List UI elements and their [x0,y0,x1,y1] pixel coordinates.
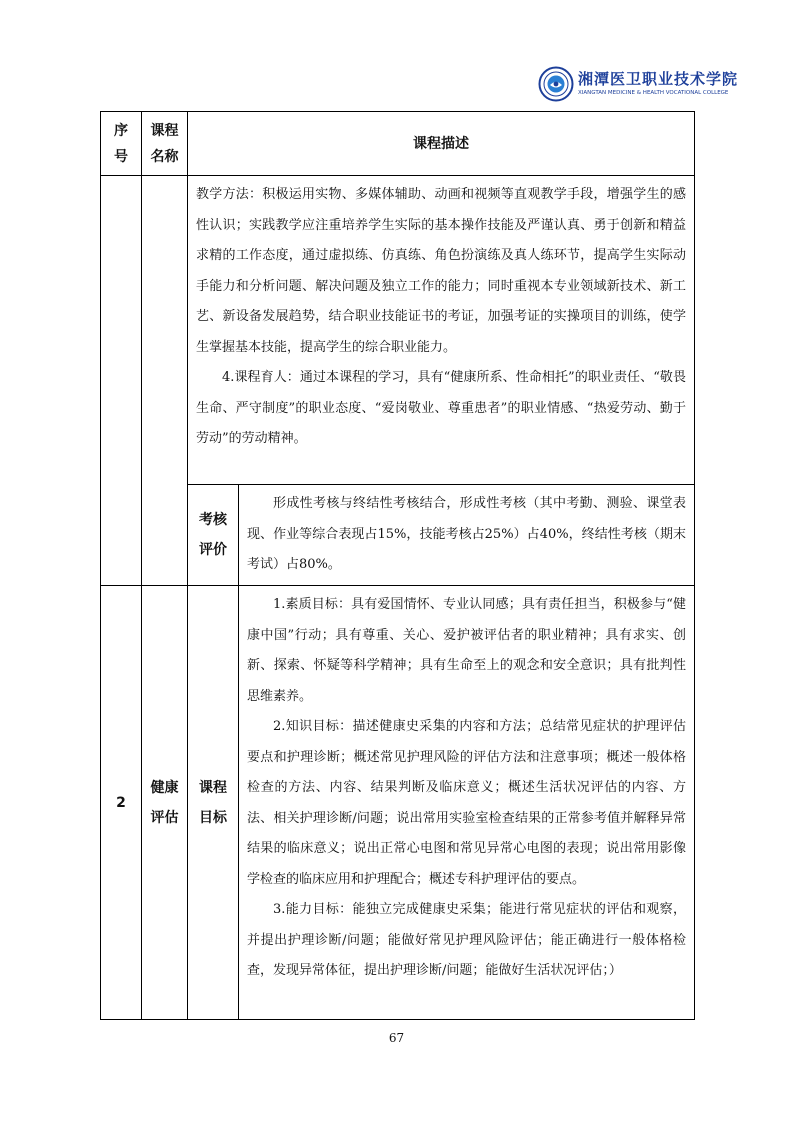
course-table [100,111,695,1020]
table-row-health-assessment [101,586,695,1020]
college-name-en: XIANGTAN MEDICINE & HEALTH VOCATIONAL COLLEGE [578,90,729,96]
course-education-text: 4.课程育人：通过本课程的学习，具有“健康所系、性命相托”的职业责任、“敬畏生命、严守制度”的职业态度、“爱岗敬业、尊重患者”的职业情感、“热爱劳动、勤于劳动”的劳动精神。 [196,370,686,446]
course-name-health-assessment: 健康 评估 [142,586,188,1020]
header-course-name: 课程 名称 [142,112,188,176]
page-number: 67 [388,1031,405,1045]
table-row-assessment [101,485,695,586]
knowledge-objective-text: 2.知识目标：描述健康史采集的内容和方法；总结常见症状的护理评估要点和护理诊断；概述常见护理风险的评估方法和注意事项；概述一般体格检查的方法、内容、结果判断及临床意义；概述生活状况评估的内容、方法、相关护理诊断/问题；说出常用实验室检查结果的正常参考值并解释异常结果的临床意义；说出正常心电图和常见异常心电图的表现；说出常用影像学检查的临床应用和护理配合；概述专科护理评估的要点。 [247,719,686,887]
course-objective-label: 课程 目标 [188,586,239,1020]
assessment-cell [239,485,695,586]
course-objective-cell [239,586,695,1020]
header-index: 序 号 [101,112,142,176]
table-header-row [101,112,695,176]
row1-name-cell [142,176,188,586]
assessment-label: 考核 评价 [188,485,239,586]
college-name-cn: 湘潭医卫职业技术学院 [578,70,739,88]
row1-index-cell [101,176,142,586]
college-logo [538,66,739,110]
teaching-method-text: 教学方法：积极运用实物、多媒体辅助、动画和视频等直观教学手段，增强学生的感性认识；实践教学应注重培养学生实际的基本操作技能及严谨认真、勇于创新和精益求精的工作态度，通过虚拟练、仿真练、角色扮演练及真人练环节，提高学生实际动手能力和分析问题、解决问题及独立工作的能力；同时重视本专业领域新技术、新工艺、新设备发展趋势，结合职业技能证书的考证，加强考证的实操项目的训练，使学生掌握基本技能，提高学生的综合职业能力。 [196,187,686,355]
row2-index: 2 [101,586,142,1020]
quality-objective-text: 1.素质目标：具有爱国情怀、专业认同感；具有责任担当，积极参与“健康中国”行动；具有尊重、关心、爱护被评估者的职业精神；具有求实、创新、探索、怀疑等科学精神；具有生命至上的观念和安全意识；具有批判性思维素养。 [247,597,686,704]
table-row-teaching [101,176,695,485]
college-seal-icon [538,66,574,102]
ability-objective-text: 3.能力目标：能独立完成健康史采集；能进行常见症状的评估和观察，并提出护理诊断/问题；能做好常见护理风险评估；能正确进行一般体格检查，发现异常体征，提出护理诊断/问题；能做好生活状况评估；） [247,902,686,978]
header-course-desc: 课程描述 [188,112,695,176]
assessment-text: 形成性考核与终结性考核结合，形成性考核（其中考勤、测验、课堂表现、作业等综合表现占15%，技能考核占25%）占40%，终结性考核（期末考试）占80%。 [247,496,686,572]
teaching-method-cell [188,176,695,485]
